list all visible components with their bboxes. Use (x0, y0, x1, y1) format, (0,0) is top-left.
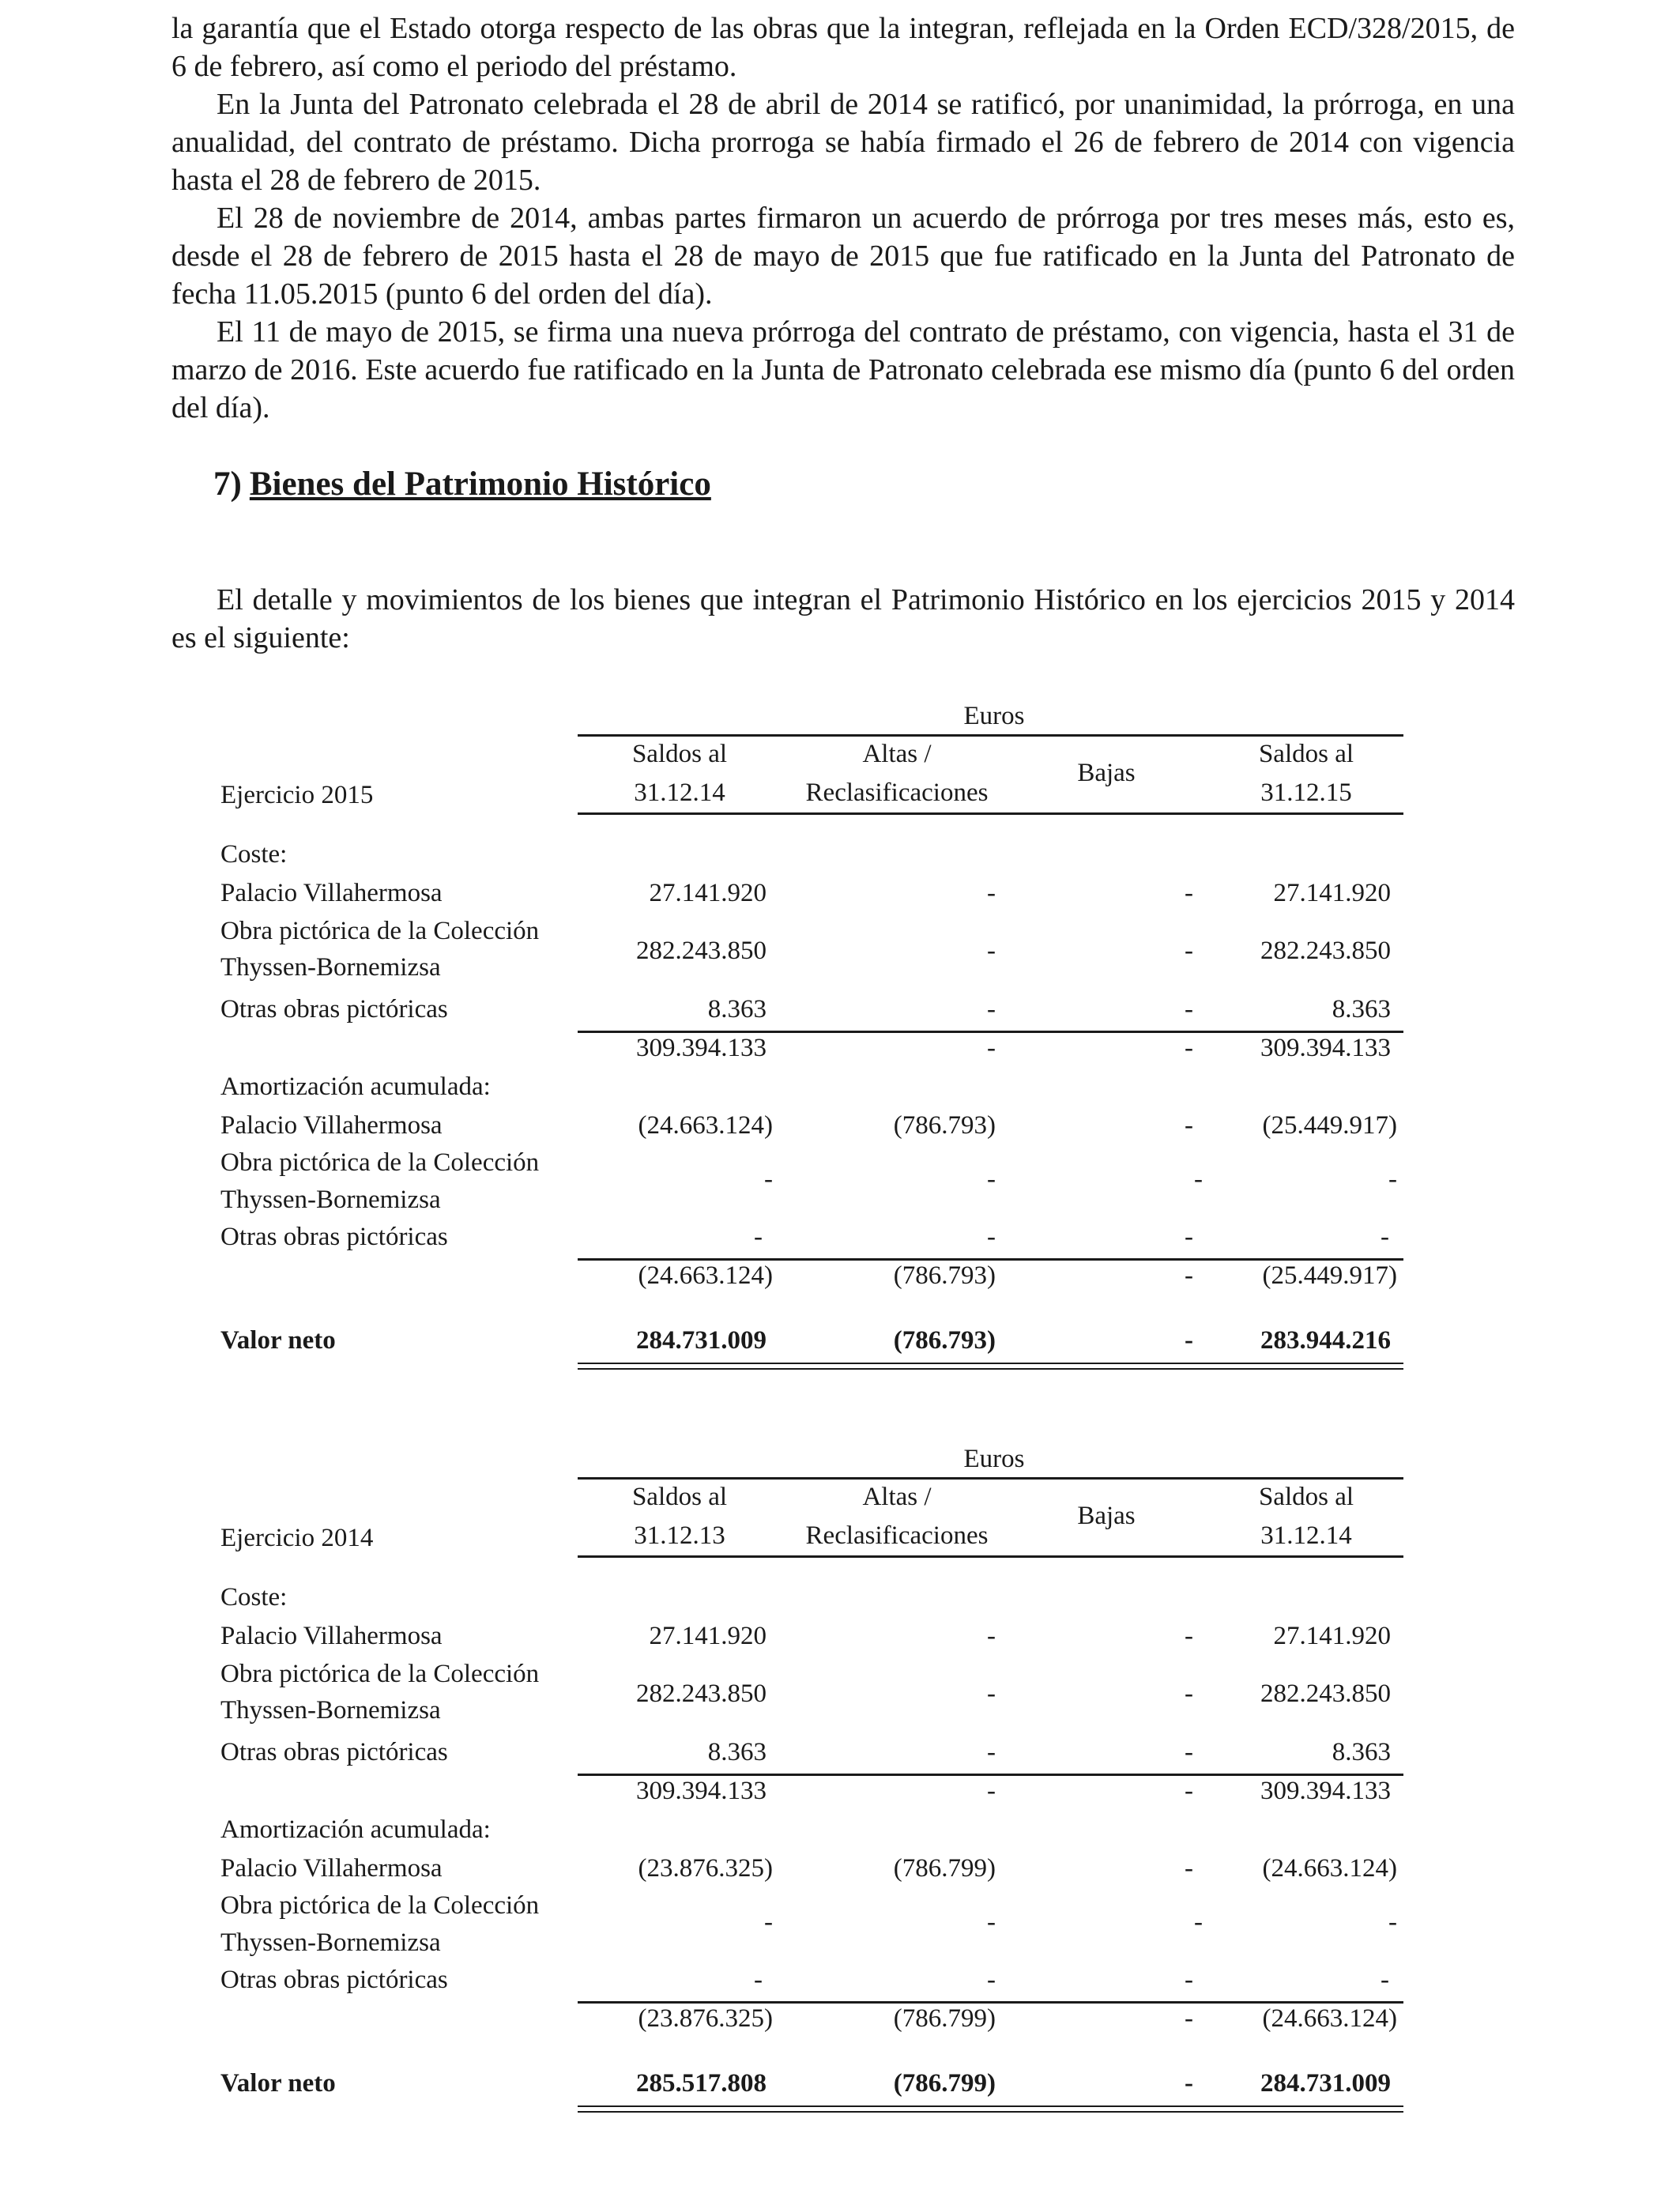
cell-value: 8.363 (1332, 1738, 1391, 1766)
net-value-label: Valor neto (220, 1326, 336, 1355)
cell-value: (24.663.124) (638, 1111, 773, 1140)
cell-value: (786.793) (893, 1326, 996, 1355)
header-rule (578, 734, 1403, 737)
col4-header-line1: Saldos al (1258, 740, 1354, 768)
cell-value: 309.394.133 (636, 1034, 767, 1062)
col1-header-line1: Saldos al (631, 740, 728, 768)
cell-value: (786.799) (893, 2069, 996, 2098)
cell-value: 8.363 (707, 1738, 767, 1766)
row-label: Palacio Villahermosa (220, 1854, 443, 1883)
paragraph-1: la garantía que el Estado otorga respecto de las obras que la integran, reflejada en la Orden ECD/328/2015, de 6 de febrero, así como el periodo del préstamo. (171, 12, 1515, 83)
net-value-label: Valor neto (220, 2069, 336, 2098)
cell-value: - (1185, 2069, 1193, 2098)
cell-value: - (987, 1908, 996, 1936)
cell-value: - (1185, 1111, 1193, 1140)
cell-value: (24.663.124) (1262, 2004, 1397, 2033)
exercise-label: Ejercicio 2014 (220, 1524, 374, 1552)
cell-value: (23.876.325) (638, 2004, 773, 2033)
cell-value: - (754, 1966, 763, 1994)
row-label: Otras obras pictóricas (220, 1223, 448, 1251)
cell-value: (23.876.325) (638, 1854, 773, 1883)
cell-value: - (987, 1966, 996, 1994)
cell-value: 309.394.133 (636, 1777, 767, 1805)
cell-value: - (1185, 1622, 1193, 1650)
cell-value: (786.793) (893, 1111, 996, 1140)
currency-label: Euros (963, 702, 1025, 730)
cell-value: - (987, 937, 996, 965)
cell-value: - (1185, 879, 1193, 907)
amortization-label: Amortización acumulada: (220, 1072, 491, 1101)
row-label-line1: Obra pictórica de la Colección (220, 1660, 540, 1688)
double-rule-top (578, 1363, 1403, 1364)
paragraph-4: El 11 de mayo de 2015, se firma una nueva prórroga del contrato de préstamo, con vigencia, hasta el 31 de marzo de 2016. Este acuerdo fue ratificado en la Junta de Patronato celebrada ese mismo día (punto 6 del orden del día). (171, 315, 1515, 424)
col1-header-line2: 31.12.13 (634, 1521, 725, 1550)
cell-value: (25.449.917) (1262, 1261, 1397, 1290)
exercise-label: Ejercicio 2015 (220, 781, 374, 809)
cell-value: - (1185, 1261, 1193, 1290)
cell-value: - (1388, 1908, 1397, 1936)
cell-value: 309.394.133 (1260, 1777, 1391, 1805)
row-label-line1: Obra pictórica de la Colección (220, 917, 540, 945)
cell-value: 285.517.808 (636, 2069, 767, 2098)
header-bottom-rule (578, 1555, 1403, 1558)
cell-value: - (987, 1679, 996, 1708)
double-rule-bottom (578, 2111, 1403, 2113)
cell-value: 27.141.920 (649, 1622, 767, 1650)
cell-value: - (987, 1223, 996, 1251)
col2-header-line2: Reclasificaciones (805, 1521, 989, 1550)
row-label: Palacio Villahermosa (220, 1111, 443, 1140)
cell-value: - (987, 995, 996, 1023)
paragraph-3: El 28 de noviembre de 2014, ambas partes firmaron un acuerdo de prórroga por tres meses más, esto es, desde el 28 de febrero de 2015 hasta el 28 de mayo de 2015 que fue ratificado en la Junta del Patronato de fecha 11.05.2015 (punto 6 del orden del día). (171, 202, 1515, 311)
cell-value: 282.243.850 (1260, 1679, 1391, 1708)
cell-value: - (764, 1908, 773, 1936)
cell-value: 282.243.850 (636, 1679, 767, 1708)
amortization-label: Amortización acumulada: (220, 1815, 491, 1844)
cell-value: 284.731.009 (1260, 2069, 1391, 2098)
intro-paragraph: El detalle y movimientos de los bienes que integran el Patrimonio Histórico en los ejercicios 2015 y 2014 es el siguiente: (171, 583, 1515, 654)
section-title: Bienes del Patrimonio Histórico (249, 466, 711, 503)
cell-value: - (1185, 1966, 1193, 1994)
col1-header-line1: Saldos al (631, 1483, 728, 1511)
cell-value: 284.731.009 (636, 1326, 767, 1355)
cell-value: 283.944.216 (1260, 1326, 1391, 1355)
header-rule (578, 1477, 1403, 1480)
col3-header: Bajas (1077, 1502, 1136, 1530)
currency-label: Euros (963, 1445, 1025, 1473)
cell-value: 282.243.850 (636, 937, 767, 965)
cell-value: - (1185, 1679, 1193, 1708)
cell-value: - (1185, 1223, 1193, 1251)
col2-header-line2: Reclasificaciones (805, 778, 989, 807)
cell-value: - (987, 1034, 996, 1062)
section-heading (213, 465, 711, 503)
cell-value: 27.141.920 (1273, 1622, 1391, 1650)
cell-value: - (987, 879, 996, 907)
cell-value: - (987, 1738, 996, 1766)
cell-value: - (1185, 937, 1193, 965)
cell-value: - (1185, 995, 1193, 1023)
cell-value: 309.394.133 (1260, 1034, 1391, 1062)
cell-value: - (1388, 1165, 1397, 1193)
cell-value: - (1194, 1165, 1203, 1193)
col1-header-line2: 31.12.14 (634, 778, 725, 807)
cell-value: - (1185, 1034, 1193, 1062)
cell-value: - (1185, 1326, 1193, 1355)
cell-value: 8.363 (1332, 995, 1391, 1023)
cell-value: (24.663.124) (638, 1261, 773, 1290)
row-label-line1: Obra pictórica de la Colección (220, 1148, 540, 1177)
cell-value: - (987, 1622, 996, 1650)
cell-value: (24.663.124) (1262, 1854, 1397, 1883)
row-label: Otras obras pictóricas (220, 1966, 448, 1994)
cell-value: - (1194, 1908, 1203, 1936)
cell-value: - (1381, 1223, 1389, 1251)
cost-label: Coste: (220, 840, 288, 869)
row-label-line2: Thyssen-Bornemizsa (220, 1696, 441, 1725)
row-label: Palacio Villahermosa (220, 1622, 443, 1650)
cell-value: - (1185, 2004, 1193, 2033)
cell-value: 282.243.850 (1260, 937, 1391, 965)
cost-label: Coste: (220, 1583, 288, 1612)
cell-value: (786.799) (893, 2004, 996, 2033)
section-number: 7) (213, 466, 242, 503)
col3-header: Bajas (1077, 759, 1136, 787)
double-rule-top (578, 2105, 1403, 2107)
cell-value: 8.363 (707, 995, 767, 1023)
double-rule-bottom (578, 1368, 1403, 1370)
cell-value: (786.799) (893, 1854, 996, 1883)
row-label: Otras obras pictóricas (220, 995, 448, 1023)
cell-value: 27.141.920 (1273, 879, 1391, 907)
cell-value: - (754, 1223, 763, 1251)
row-label-line2: Thyssen-Bornemizsa (220, 1928, 441, 1957)
row-label: Otras obras pictóricas (220, 1738, 448, 1766)
col2-header-line1: Altas / (862, 740, 932, 768)
col4-header-line2: 31.12.14 (1260, 1521, 1352, 1550)
cell-value: 27.141.920 (649, 879, 767, 907)
cell-value: (786.793) (893, 1261, 996, 1290)
header-bottom-rule (578, 812, 1403, 815)
col4-header-line1: Saldos al (1258, 1483, 1354, 1511)
cell-value: - (1185, 1777, 1193, 1805)
cell-value: - (987, 1777, 996, 1805)
row-label-line2: Thyssen-Bornemizsa (220, 953, 441, 982)
cell-value: - (1185, 1854, 1193, 1883)
col4-header-line2: 31.12.15 (1260, 778, 1352, 807)
row-label-line2: Thyssen-Bornemizsa (220, 1186, 441, 1214)
cell-value: - (764, 1165, 773, 1193)
cell-value: - (1185, 1738, 1193, 1766)
cell-value: - (1381, 1966, 1389, 1994)
cell-value: (25.449.917) (1262, 1111, 1397, 1140)
row-label: Palacio Villahermosa (220, 879, 443, 907)
paragraph-2: En la Junta del Patronato celebrada el 28 de abril de 2014 se ratificó, por unanimidad, la prórroga, en una anualidad, del contrato de préstamo. Dicha prorroga se había firmado el 26 de febrero de 2014 con vigencia hasta el 28 de febrero de 2015. (171, 88, 1515, 197)
row-label-line1: Obra pictórica de la Colección (220, 1891, 540, 1920)
col2-header-line1: Altas / (862, 1483, 932, 1511)
cell-value: - (987, 1165, 996, 1193)
